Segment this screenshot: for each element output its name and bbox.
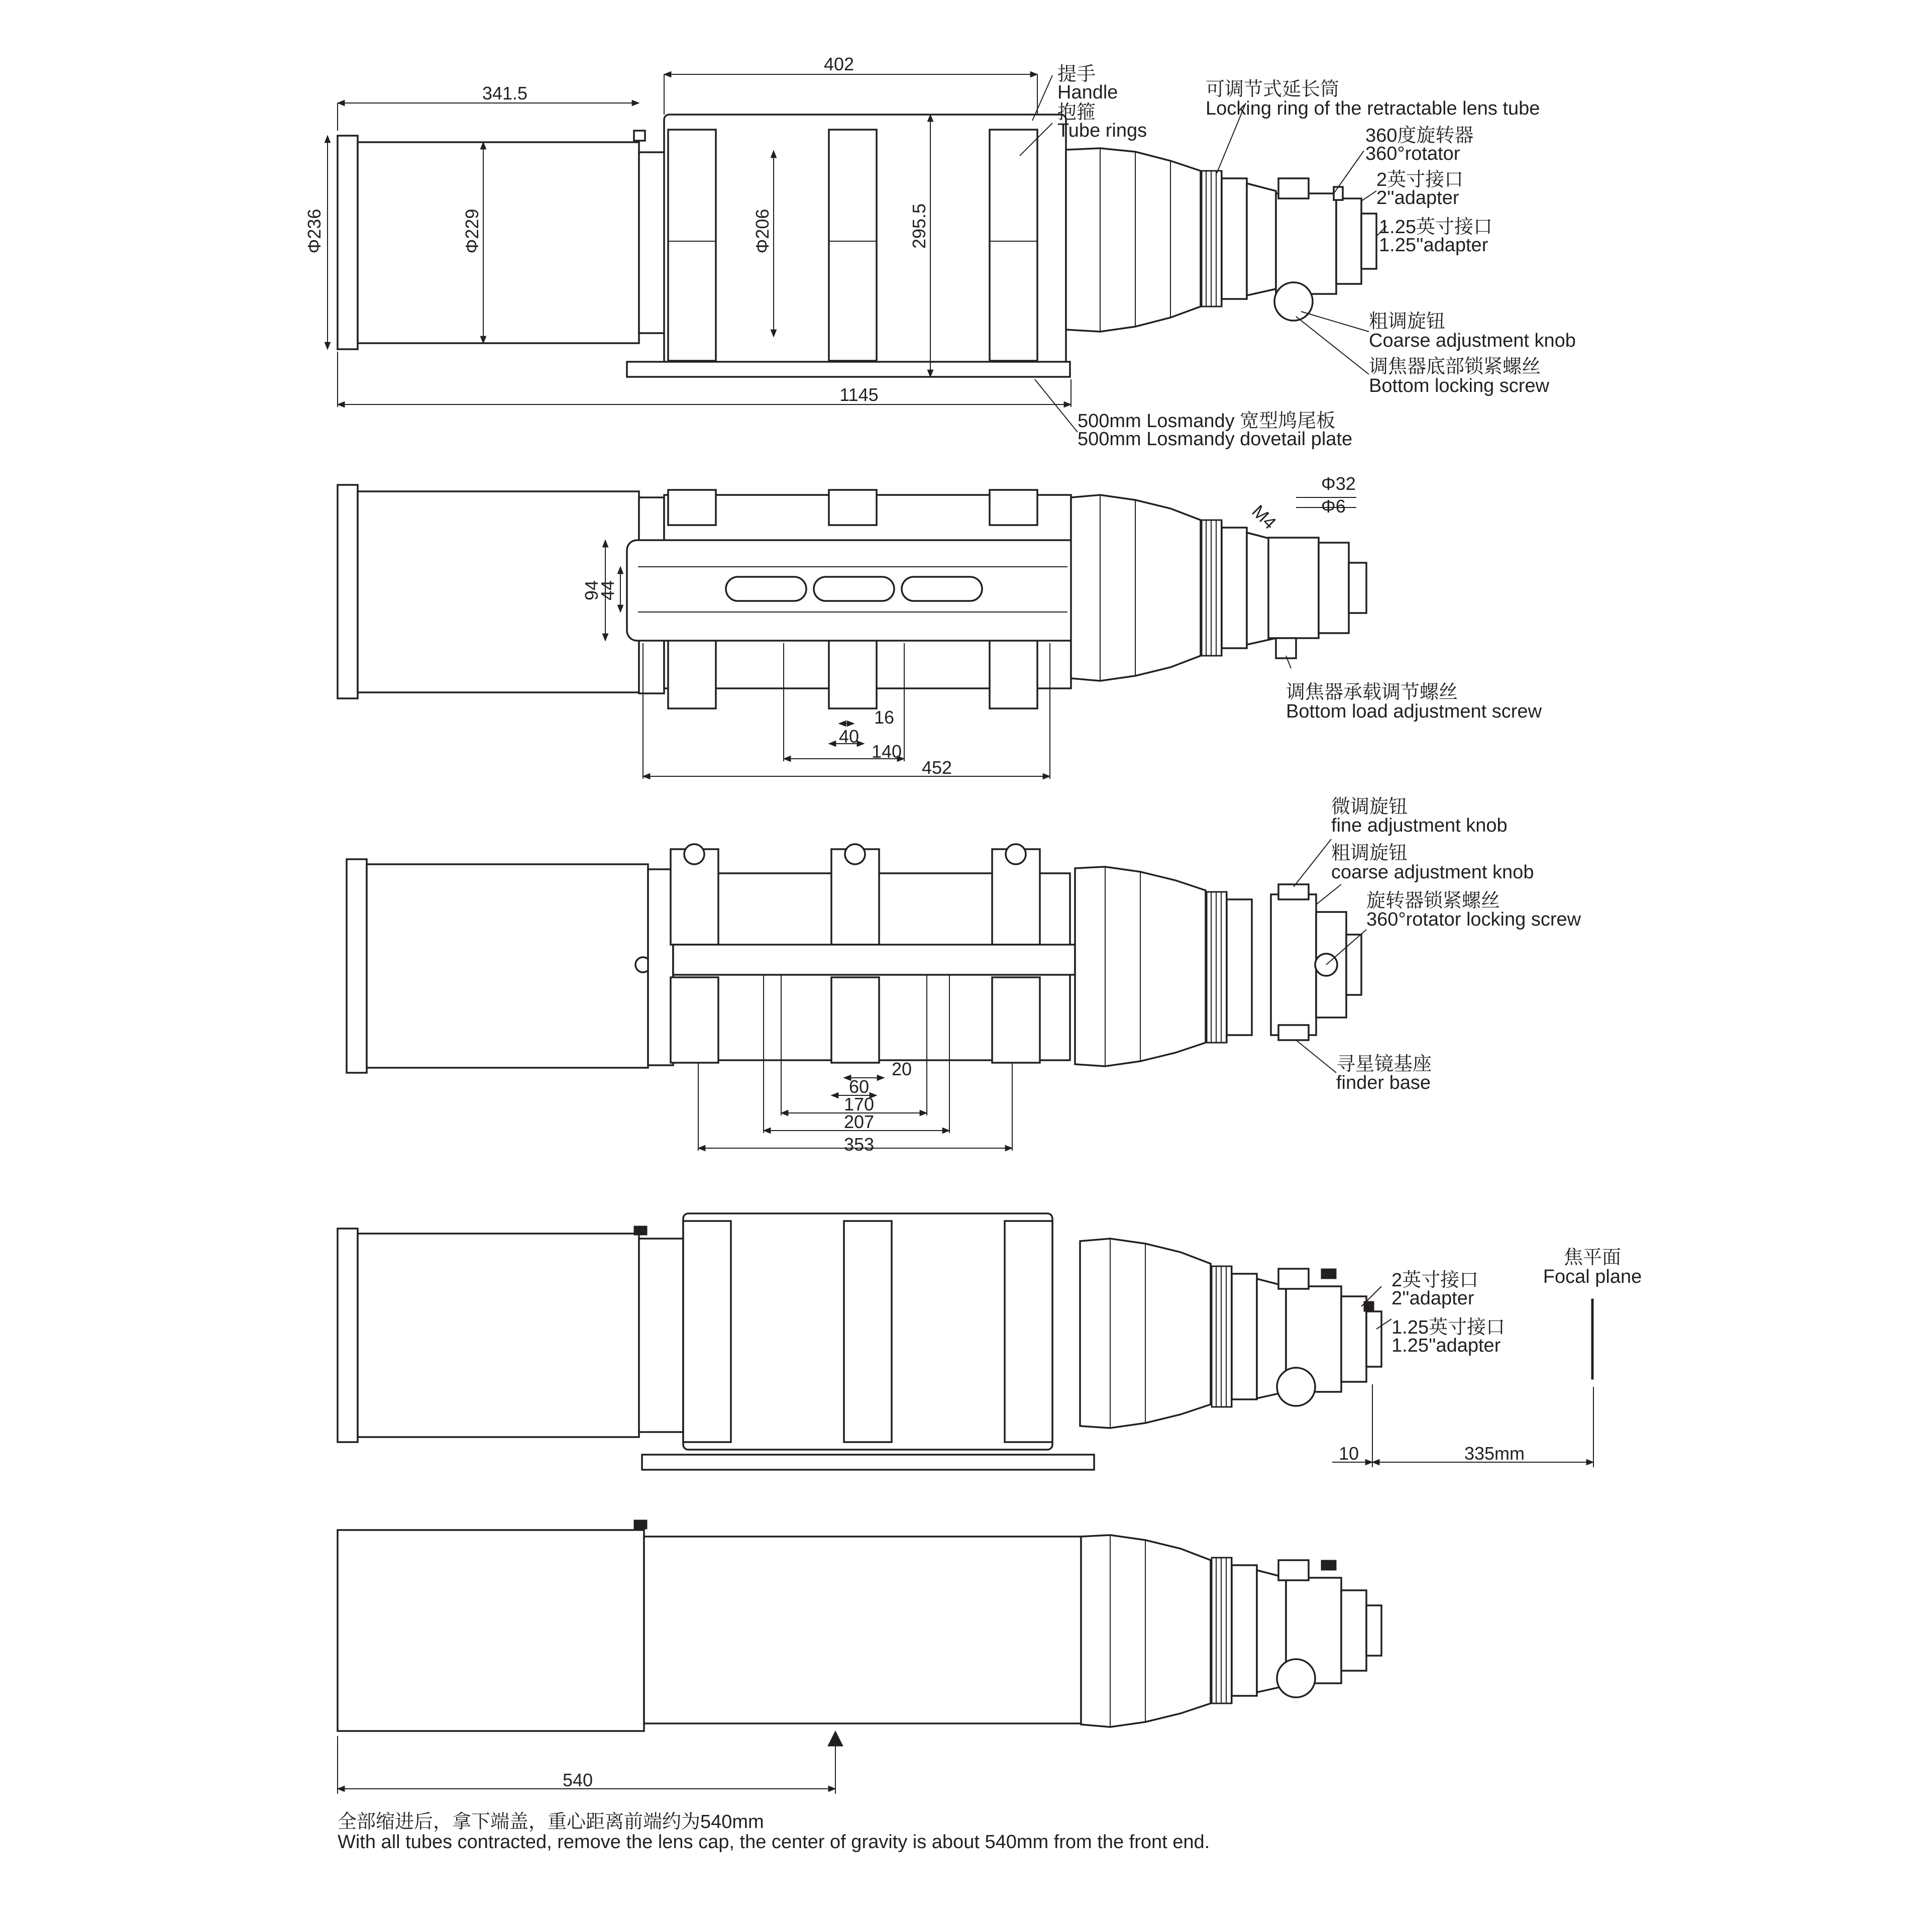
label-2in-adapter2-cn: 2英寸接口 — [1391, 1270, 1479, 1291]
label-rotator-en: 360°rotator — [1365, 143, 1460, 164]
dim-10: 10 — [1338, 1443, 1359, 1464]
dim-phi-6: Φ6 — [1321, 496, 1346, 517]
note-cn: 全部缩进后，拿下端盖，重心距离前端约为540mm — [338, 1811, 764, 1833]
label-2in-adapter2-en: 2''adapter — [1391, 1288, 1474, 1309]
label-load-screw-cn: 调焦器承载调节螺丝 — [1286, 682, 1458, 703]
dim-phi-32: Φ32 — [1321, 473, 1356, 494]
label-load-screw-en: Bottom load adjustment screw — [1286, 701, 1542, 722]
dim-1145: 1145 — [839, 384, 879, 405]
dim-40: 40 — [838, 726, 860, 747]
label-bottom-lock-en: Bottom locking screw — [1369, 375, 1550, 396]
view-3-top — [347, 796, 1581, 1155]
label-coarse-knob-cn: 粗调旋钮 — [1369, 311, 1446, 332]
label-tube-rings-en: Tube rings — [1057, 120, 1147, 141]
label-locking-ring-cn: 可调节式延长筒 — [1206, 79, 1340, 100]
label-2in-adapter-cn: 2英寸接口 — [1376, 169, 1464, 190]
dim-20: 20 — [891, 1059, 912, 1079]
dim-94: 94 — [581, 580, 602, 601]
dim-44: 44 — [597, 580, 618, 601]
dim-phi-229: Φ229 — [462, 209, 482, 254]
label-handle-cn: 提手 — [1057, 64, 1096, 85]
dim-16: 16 — [874, 707, 895, 728]
dim-341-5: 341.5 — [482, 83, 528, 104]
label-rotator-cn: 360度旋转器 — [1365, 125, 1474, 146]
label-dovetail-en: 500mm Losmandy dovetail plate — [1078, 429, 1353, 450]
label-coarse-knob-en: Coarse adjustment knob — [1369, 330, 1576, 351]
dim-phi-206: Φ206 — [752, 209, 773, 254]
label-handle-en: Handle — [1057, 82, 1118, 103]
label-locking-ring-en: Locking ring of the retractable lens tube — [1206, 98, 1540, 119]
dim-335mm: 335mm — [1464, 1443, 1525, 1464]
dim-353: 353 — [843, 1134, 875, 1155]
label-dovetail-cn: 500mm Losmandy 宽型鸠尾板 — [1078, 411, 1336, 432]
dim-m4: M4 — [1248, 500, 1280, 534]
dim-402: 402 — [823, 54, 854, 74]
label-rotator-lock-cn: 旋转器锁紧螺丝 — [1366, 890, 1501, 911]
label-bottom-lock-cn: 调焦器底部锁紧螺丝 — [1369, 356, 1541, 377]
dim-170: 170 — [843, 1094, 875, 1114]
label-2in-adapter-en: 2''adapter — [1376, 187, 1459, 209]
label-125in-adapter-cn: 1.25英寸接口 — [1379, 217, 1492, 238]
label-tube-rings-cn: 抱箍 — [1057, 102, 1096, 123]
dim-60: 60 — [848, 1076, 870, 1097]
label-125in-adapter-en: 1.25''adapter — [1379, 235, 1488, 256]
view-4-focal-plane — [338, 1213, 1642, 1470]
view-5-center-of-gravity — [338, 1520, 1381, 1794]
label-coarse-knob2-en: coarse adjustment knob — [1331, 862, 1534, 883]
label-focal-plane-en: Focal plane — [1543, 1266, 1642, 1287]
label-focal-plane-cn: 焦平面 — [1563, 1247, 1622, 1268]
label-finder-base-cn: 寻星镜基座 — [1336, 1054, 1432, 1075]
label-125in-adapter2-cn: 1.25英寸接口 — [1391, 1317, 1505, 1338]
dim-phi-236: Φ236 — [304, 209, 325, 254]
label-125in-adapter2-en: 1.25''adapter — [1391, 1335, 1501, 1356]
dim-295-5: 295.5 — [909, 203, 929, 249]
label-coarse-knob2-cn: 粗调旋钮 — [1331, 843, 1408, 864]
view-2-bottom — [338, 473, 1542, 779]
dim-452: 452 — [921, 757, 952, 778]
label-fine-knob-en: fine adjustment knob — [1331, 815, 1508, 836]
dim-140: 140 — [871, 741, 902, 762]
view-1-side-with-handle — [304, 54, 1576, 450]
dim-540: 540 — [562, 1770, 593, 1790]
footnote — [338, 1811, 1210, 1853]
note-en: With all tubes contracted, remove the lens cap, the center of gravity is about 540mm from the front end. — [338, 1832, 1210, 1853]
label-fine-knob-cn: 微调旋钮 — [1331, 796, 1408, 818]
dim-207: 207 — [843, 1111, 875, 1132]
label-finder-base-en: finder base — [1336, 1072, 1431, 1093]
label-rotator-lock-en: 360°rotator locking screw — [1366, 909, 1581, 930]
